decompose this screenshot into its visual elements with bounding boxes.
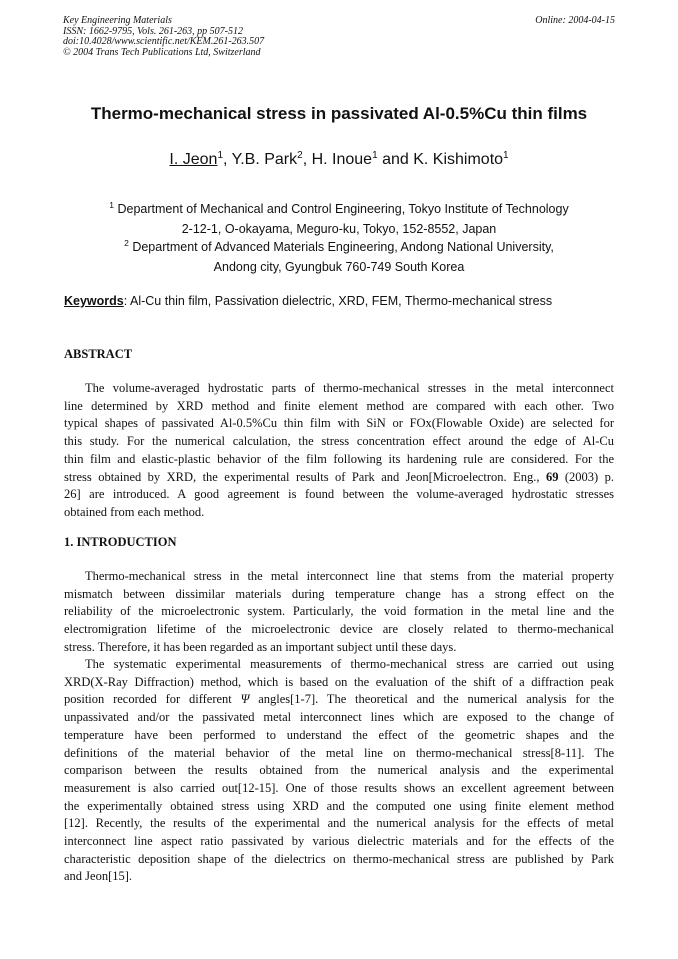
text-line: XRD(X-Ray Diffraction) method, which is based on the evaluation of the shift of a diffraction peak (64, 674, 614, 689)
text-line (64, 469, 614, 487)
text-line: 26] are introduced. A good agreement is found between the volume-averaged hydrostatic stresses (64, 487, 614, 502)
text-fragment: angles[1-7]. The theoretical and the numerical analysis for the (249, 692, 614, 707)
text-line: typical shapes of passivated Al-0.5%Cu thin film with SiN or FOx(Flowable Oxide) are selected for (64, 416, 614, 431)
intro-paragraph-1 (64, 568, 614, 657)
text-line: obtained from each method. (64, 504, 205, 519)
text-line: characteristic deposition shape of the dielectrics on thermo-mechanical stress are published by Park (64, 851, 614, 866)
text-line: stress. Therefore, it has been regarded as an important subject until these days. (64, 639, 457, 654)
author-list (40, 151, 638, 169)
author-affiliation-mark: 2 (297, 150, 303, 161)
text-line: and Jeon[15]. (64, 869, 133, 884)
text-line: [12]. Recently, the results of the experimental and the numerical analysis for the effects of metal (64, 816, 614, 831)
author-affiliation-mark: 1 (217, 150, 223, 161)
text-line: interconnect line aspect ratio passivated by various dielectric materials and for the effects of the (64, 834, 614, 849)
keywords (64, 294, 552, 308)
text-line: thin film and elastic-plastic behavior of the film following its hardening rule are considered. For the (64, 451, 614, 466)
text-line: Thermo-mechanical stress in the metal interconnect line that stems from the material property (85, 569, 614, 583)
issn-line: ISSN: 1662-9795, Vols. 261-263, pp 507-512 (63, 25, 243, 37)
introduction-heading: 1. INTRODUCTION (64, 535, 177, 549)
affiliation-address: Andong city, Gyungbuk 760-749 South Korea (213, 259, 465, 274)
copyright-line: © 2004 Trans Tech Publications Ltd, Switzerland (63, 46, 261, 58)
text-fragment: (2003) p. (558, 469, 615, 484)
author-separator: and (377, 151, 414, 168)
affiliation-1 (40, 200, 638, 239)
text-line: The volume-averaged hydrostatic parts of thermo-mechanical stresses in the metal interconnect (85, 381, 614, 395)
text-line: mismatch between dissimilar materials during temperature change has a strong effect on the (64, 586, 614, 601)
text-line: the experimentally obtained stress using XRD and the computed one using finite element method (64, 798, 614, 813)
journal-header (63, 16, 264, 58)
affiliation-text: Department of Mechanical and Control Engineering, Tokyo Institute of Technology (114, 202, 569, 216)
text-line: temperature have been performed to understand the effect of the geometric shapes and the (64, 727, 614, 742)
author-separator: , (302, 151, 312, 168)
affiliation-address: 2-12-1, O-okayama, Meguro-ku, Tokyo, 152-8552, Japan (181, 221, 497, 236)
abstract-body (64, 380, 614, 522)
abstract-heading: ABSTRACT (64, 347, 133, 361)
text-line: The systematic experimental measurements of thermo-mechanical stress are carried out using (85, 657, 614, 671)
author-separator: , (223, 151, 232, 168)
paper-title: Thermo-mechanical stress in passivated Al-0.5%Cu thin films (90, 104, 588, 123)
text-line: line determined by XRD method and finite element method are compared with each other. Two (64, 398, 614, 413)
text-line: definitions of the material behavior of the metal line on thermo-mechanical stress[8-11]. The (64, 745, 614, 760)
affiliation-2 (40, 238, 638, 277)
text-line: reliability of the microelectronic system. Particularly, the void formation in the metal line and the (64, 604, 614, 619)
text-line: comparison between the results obtained from the numerical analysis and the experimental (64, 763, 614, 778)
author-name: H. Inoue (311, 151, 373, 168)
text-line (64, 691, 614, 709)
doi-line: doi:10.4028/www.scientific.net/KEM.261-263.507 (63, 36, 265, 47)
text-fragment: stress obtained by XRD, the experimental results of Park and Jeon[Microelectron. Eng., (64, 469, 546, 484)
affiliation-text: Department of Advanced Materials Engineering, Andong National University, (128, 240, 554, 254)
keywords-label: Keywords (64, 294, 124, 308)
affiliation-mark: 1 (109, 200, 115, 210)
keywords-text: : Al-Cu thin film, Passivation dielectric, XRD, FEM, Thermo-mechanical stress (123, 294, 553, 308)
text-fragment: position recorded for different (64, 692, 241, 707)
text-line: measurement is also carried out[12-15]. One of those results shows an excellent agreement between (64, 780, 614, 795)
text-line: electromigration lifetime of the microelectronic device are closely related to thermo-mechanical (64, 622, 614, 637)
affiliation-mark: 2 (124, 238, 129, 248)
psi-symbol: Ψ (240, 692, 250, 707)
text-line: this study. For the numerical calculation, the stress concentration effect around the edge of Al-Cu (64, 434, 614, 449)
author-affiliation-mark: 1 (372, 150, 378, 161)
author-name: K. Kishimoto (413, 151, 504, 168)
author-name: Y.B. Park (231, 151, 298, 168)
online-date: Online: 2004-04-15 (535, 15, 615, 26)
journal-name: Key Engineering Materials (63, 15, 172, 26)
author-affiliation-mark: 1 (503, 150, 509, 161)
intro-paragraph-2 (64, 656, 614, 886)
volume-number: 69 (545, 469, 559, 484)
author-name: I. Jeon (169, 151, 218, 168)
text-line: unpassivated and/or the passivated metal interconnect lines which are exposed to the change of (64, 710, 614, 725)
